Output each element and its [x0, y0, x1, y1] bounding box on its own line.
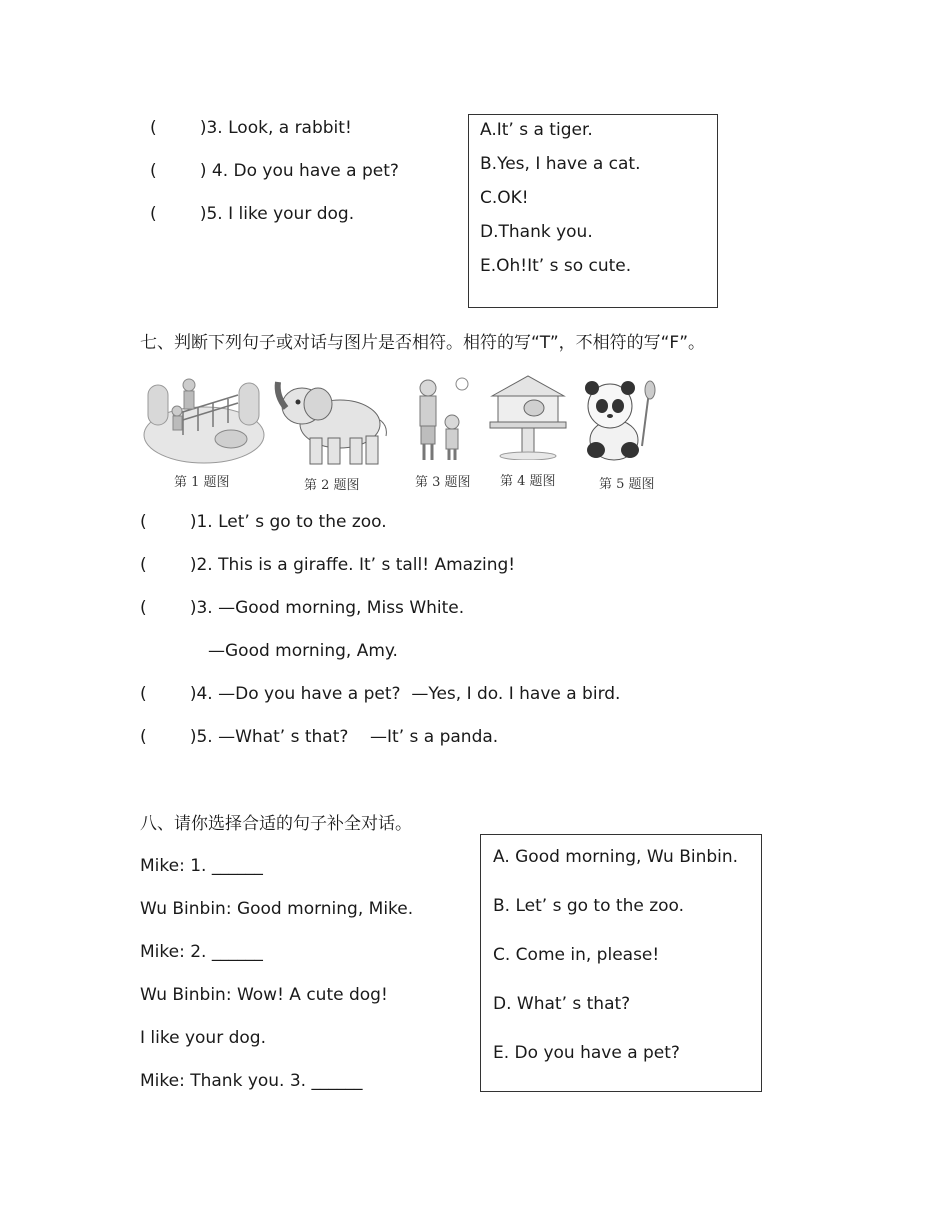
s8-dialogue-3: Mike: 2. ______: [140, 942, 263, 962]
s8-option-e: E. Do you have a pet?: [493, 1043, 680, 1063]
s6-option-c: C.OK!: [480, 188, 529, 208]
s8-option-b: B. Let’ s go to the zoo.: [493, 896, 685, 916]
elephant-picture: [270, 376, 392, 468]
s8-options-box: [480, 834, 762, 1092]
s8-option-d: D. What’ s that?: [493, 994, 631, 1014]
s8-dialogue-2: Wu Binbin: Good morning, Mike.: [140, 899, 414, 919]
s8-dialogue-1: Mike: 1. ______: [140, 856, 263, 876]
caption-5: 第 5 题图: [599, 477, 655, 492]
s6-question-4: ( ) 4. Do you have a pet?: [150, 161, 399, 181]
s7-question-3: ( )3. —Good morning, Miss White.: [140, 598, 465, 618]
panda-picture: [580, 376, 658, 464]
birdhouse-picture: [486, 374, 570, 460]
s6-options-box: [468, 114, 718, 308]
teacher-girl-picture: [408, 376, 478, 464]
s7-question-2: ( )2. This is a giraffe. It’ s tall! Amazing!: [140, 555, 516, 575]
caption-4: 第 4 题图: [500, 474, 556, 489]
s6-option-e: E.Oh!It’ s so cute.: [480, 256, 632, 276]
s8-option-c: C. Come in, please!: [493, 945, 660, 965]
s7-heading: 七、判断下列句子或对话与图片是否相符。相符的写“T”，不相符的写“F”。: [140, 333, 706, 353]
s6-question-3: ( )3. Look, a rabbit!: [150, 118, 352, 138]
zoo-picture: [143, 375, 265, 465]
s6-option-d: D.Thank you.: [480, 222, 593, 242]
caption-1: 第 1 题图: [174, 475, 230, 490]
s7-question-4: ( )4. —Do you have a pet? —Yes, I do. I have a bird.: [140, 684, 621, 704]
s8-dialogue-4: Wu Binbin: Wow! A cute dog!: [140, 985, 388, 1005]
s6-question-5: ( )5. I like your dog.: [150, 204, 355, 224]
s7-question-5: ( )5. —What’ s that? —It’ s a panda.: [140, 727, 499, 747]
caption-2: 第 2 题图: [304, 478, 360, 493]
s7-question-3-reply: —Good morning, Amy.: [208, 641, 398, 661]
caption-3: 第 3 题图: [415, 475, 471, 490]
s7-question-1: ( )1. Let’ s go to the zoo.: [140, 512, 387, 532]
s8-option-a: A. Good morning, Wu Binbin.: [493, 847, 739, 867]
s6-option-a: A.It’ s a tiger.: [480, 120, 593, 140]
s6-option-b: B.Yes, I have a cat.: [480, 154, 641, 174]
s8-dialogue-6: Mike: Thank you. 3. ______: [140, 1071, 363, 1091]
s8-dialogue-5: I like your dog.: [140, 1028, 266, 1048]
s8-heading: 八、请你选择合适的句子补全对话。: [140, 814, 412, 834]
